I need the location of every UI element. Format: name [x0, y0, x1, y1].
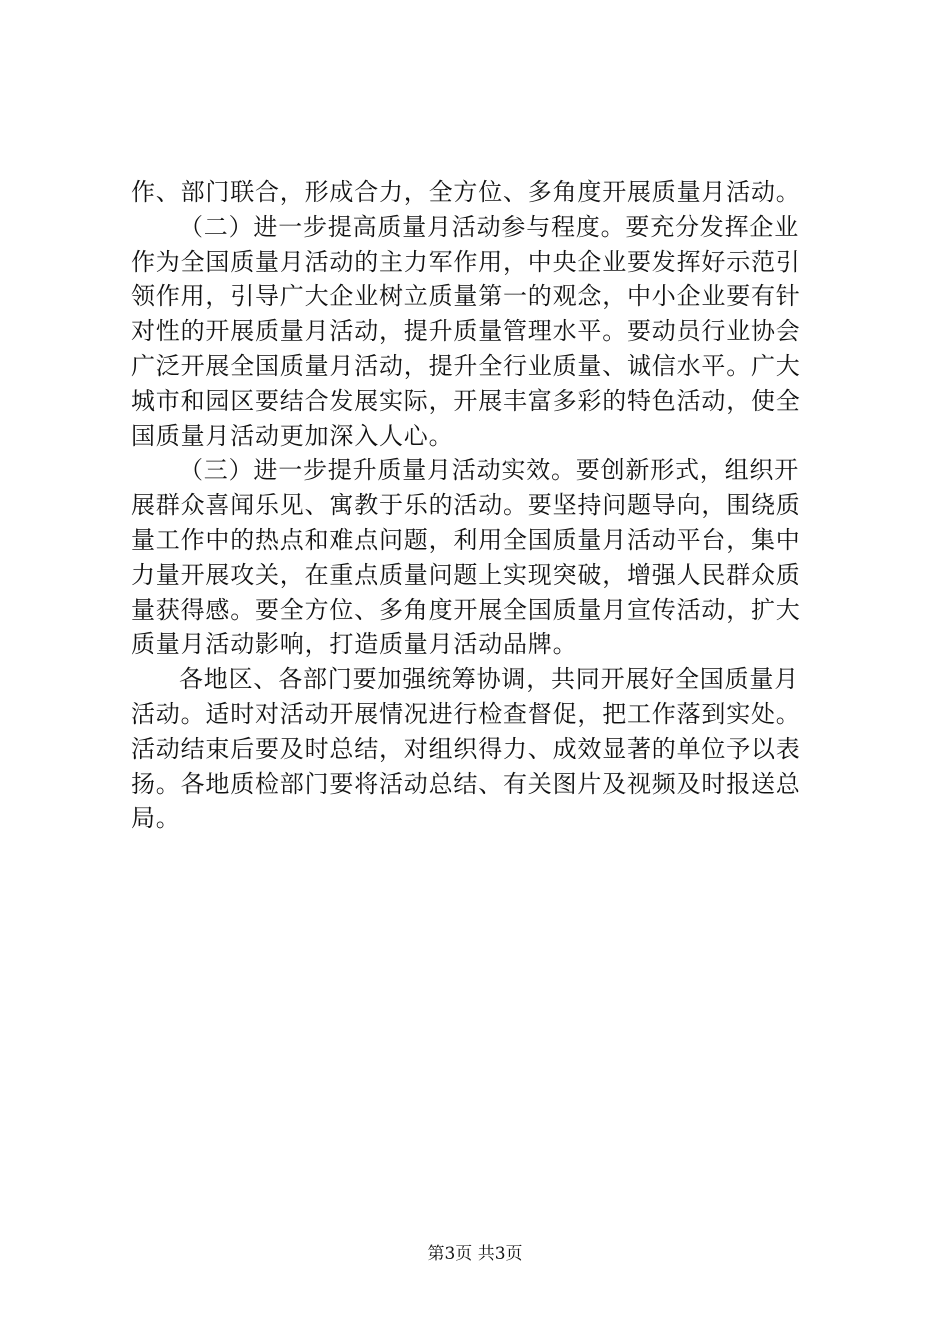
body-text-line: 力量开展攻关，在重点质量问题上实现突破，增强人民群众质 — [131, 560, 801, 589]
body-text-line: 量获得感。要全方位、多角度开展全国质量月宣传活动，扩大 — [131, 595, 801, 624]
document-body — [131, 175, 831, 836]
page-number-label: 第3页 共3页 — [427, 1244, 523, 1264]
body-text-line: 国质量月活动更加深入人心。 — [131, 421, 454, 450]
body-text-line: 展群众喜闻乐见、寓教于乐的活动。要坚持问题导向，围绕质 — [131, 491, 801, 520]
paragraph-heading-3: （三）进一步提升质量月活动实效。要创新形式，组织开 — [179, 456, 799, 485]
body-text-line: 局。 — [131, 804, 181, 833]
body-text-line: 城市和园区要结合发展实际，开展丰富多彩的特色活动，使全 — [131, 386, 801, 415]
body-text-line: 广泛开展全国质量月活动，提升全行业质量、诚信水平。广大 — [131, 351, 801, 380]
body-text-line: 量工作中的热点和难点问题，利用全国质量月活动平台，集中 — [131, 525, 801, 554]
body-text-line: 扬。各地质检部门要将活动总结、有关图片及视频及时报送总 — [131, 769, 801, 798]
paragraph-start-line: 各地区、各部门要加强统筹协调，共同开展好全国质量月 — [179, 665, 799, 694]
paragraph-heading-2: （二）进一步提高质量月活动参与程度。要充分发挥企业 — [179, 212, 799, 241]
body-text-line: 质量月活动影响，打造质量月活动品牌。 — [131, 630, 578, 659]
body-text-line: 作为全国质量月活动的主力军作用，中央企业要发挥好示范引 — [131, 247, 801, 276]
body-text-line: 活动。适时对活动开展情况进行检查督促，把工作落到实处。 — [131, 699, 801, 728]
body-text-line: 作、部门联合，形成合力，全方位、多角度开展质量月活动。 — [131, 178, 801, 206]
page-footer — [0, 1243, 950, 1265]
body-text-line: 对性的开展质量月活动，提升质量管理水平。要动员行业协会 — [131, 317, 801, 346]
body-text-line: 活动结束后要及时总结，对组织得力、成效显著的单位予以表 — [131, 734, 801, 763]
body-text-line: 领作用，引导广大企业树立质量第一的观念，中小企业要有针 — [131, 282, 801, 311]
